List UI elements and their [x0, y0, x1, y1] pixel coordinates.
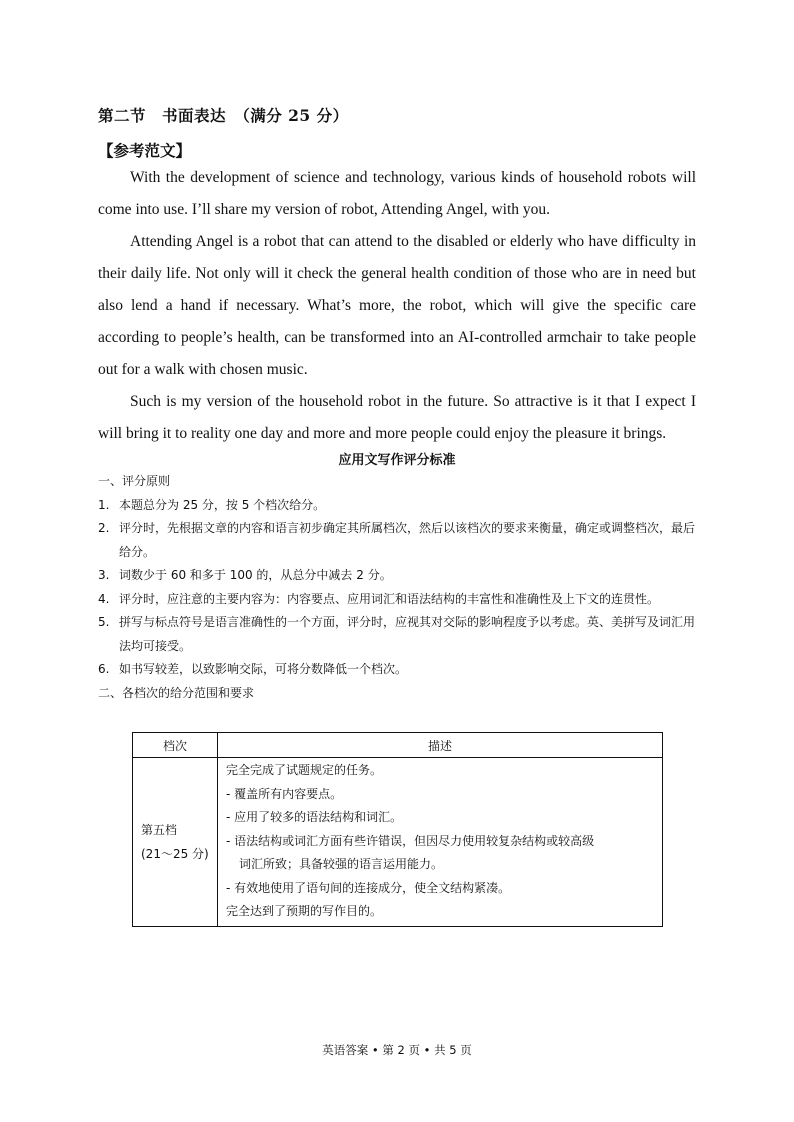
table-header: 档次 — [133, 733, 218, 758]
principle-item — [98, 517, 698, 564]
principle-text: 评分时，应注意的主要内容为：内容要点、应用词汇和语法结构的丰富性和准确性及上下文的连贯性。 — [119, 591, 660, 606]
principles-heading: 一、评分原则 — [98, 474, 171, 488]
essay-paragraph: Such is my version of the household robot in the future. So attractive is it that I expect I will bring it to reality one day and more and more people could enjoy the pleasure it brings. — [98, 393, 696, 442]
principle-text: 如书写较差，以致影响交际，可将分数降低一个档次。 — [119, 662, 408, 676]
table-row — [133, 758, 663, 927]
description-line: - 应用了较多的语法结构和词汇。 — [226, 810, 403, 824]
principle-item — [98, 588, 698, 612]
essay-paragraph: Attending Angel is a robot that can attend to the disabled or elderly who have difficulty in their daily life. Not only will it check the general health condition of those who are in need but also lend a hand if necessary. What’s more, the robot, which will give the specific care according to people’s health, can be transformed into an AI-controlled armchair to take people out for a walk with chosen music. — [98, 233, 696, 378]
description-line: 完全完成了试题规定的任务。 — [226, 763, 383, 777]
ranges-heading: 二、各档次的给分范围和要求 — [98, 685, 255, 700]
description-line: - 覆盖所有内容要点。 — [226, 786, 343, 801]
grade-level-cell — [133, 758, 218, 927]
scoring-rules — [98, 470, 698, 705]
principle-number: 1. — [98, 497, 110, 512]
table-header: 描述 — [218, 733, 663, 758]
grade-range: (21～25 分) — [141, 846, 209, 861]
grade-description-cell — [218, 758, 663, 927]
description-line: 完全达到了预期的写作目的。 — [226, 904, 383, 918]
principle-number: 5. — [98, 615, 110, 629]
principle-item — [98, 494, 698, 518]
principle-number: 4. — [98, 591, 110, 606]
principles-list — [98, 494, 698, 682]
description-line: - 语法结构或词汇方面有些许错误，但因尽力使用较复杂结构或较高级 — [226, 833, 595, 848]
model-essay — [98, 162, 696, 450]
page-footer: 英语答案 • 第 2 页 • 共 5 页 — [322, 1043, 472, 1057]
reference-heading: 【参考范文】 — [98, 141, 192, 160]
essay-paragraph: With the development of science and technology, various kinds of household robots will come into use. I’ll share my version of robot, Attending Angel, with you. — [98, 169, 696, 218]
principle-number: 2. — [98, 521, 110, 535]
principle-item — [98, 611, 698, 658]
standards-title: 应用文写作评分标准 — [338, 453, 456, 468]
principle-text: 本题总分为 25 分，按 5 个档次给分。 — [119, 497, 326, 512]
principle-text: 词数少于 60 和多于 100 的，从总分中减去 2 分。 — [119, 568, 392, 582]
grade-level: 第五档 — [141, 822, 178, 837]
principle-item — [98, 658, 698, 682]
principle-text: 评分时，先根据文章的内容和语言初步确定其所属档次，然后以该档次的要求来衡量，确定或调整档次，最后给分。 — [119, 521, 696, 559]
table-header-row — [133, 733, 663, 758]
section-title: 第二节 书面表达 （满分 25 分） — [98, 106, 349, 125]
principle-item — [98, 564, 698, 588]
description-line: 词汇所致；具备较强的语言运用能力。 — [239, 857, 444, 871]
principle-number: 6. — [98, 662, 110, 676]
principle-number: 3. — [98, 568, 110, 582]
principle-text: 拼写与标点符号是语言准确性的一个方面，评分时，应视其对交际的影响程度予以考虑。英、美拼写及词汇用法均可接受。 — [119, 615, 696, 653]
description-line: - 有效地使用了语句间的连接成分，使全文结构紧凑。 — [226, 880, 511, 895]
grade-table — [132, 732, 663, 927]
